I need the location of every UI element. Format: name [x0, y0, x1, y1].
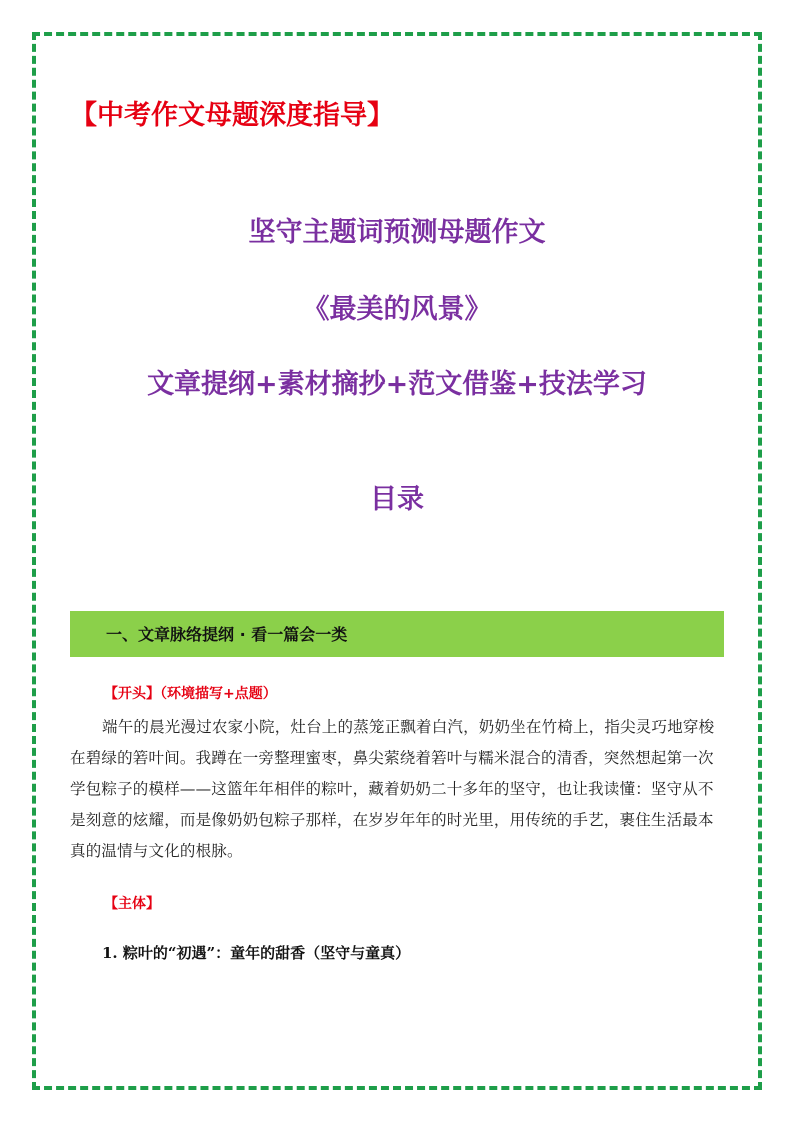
- body-label: 【主体】: [104, 896, 160, 912]
- section-bar: [70, 611, 724, 657]
- body-label-line: [104, 893, 160, 913]
- opening-label: 【开头】: [104, 686, 160, 702]
- opening-label-line: [104, 683, 277, 703]
- title-line-3: 文章提纲+素材摘抄+范文借鉴+技法学习: [147, 369, 647, 400]
- title-line-1: 坚守主题词预测母题作文: [248, 217, 546, 248]
- section-heading: 一、文章脉络提纲 · 看一篇会一类: [106, 625, 348, 644]
- title-line-2: 《最美的风景》: [302, 294, 492, 325]
- opening-paragraph: 端午的晨光漫过农家小院，灶台上的蒸笼正飘着白汽，奶奶坐在竹椅上，指尖灵巧地穿梭在碧绿的箬叶间。我蹲在一旁整理蜜枣，鼻尖萦绕着箬叶与糯米混合的清香，突然想起第一次学包粽子的模样——这篮年年相伴的粽叶，藏着奶奶二十多年的坚守，也让我读懂：坚守从不是刻意的炫耀，而是像奶奶包粽子那样，在岁岁年年的时光里，用传统的手艺，裹住生活最本真的温情与文化的根脉。: [70, 718, 715, 860]
- toc-heading: 目录: [370, 484, 424, 515]
- body-item-1: 1. 粽叶的“初遇”：童年的甜香（坚守与童真）: [102, 944, 411, 962]
- header-title: 【中考作文母题深度指导】: [70, 100, 394, 131]
- page-border: [32, 32, 762, 1090]
- opening-note: （环境描写+点题）: [160, 686, 277, 702]
